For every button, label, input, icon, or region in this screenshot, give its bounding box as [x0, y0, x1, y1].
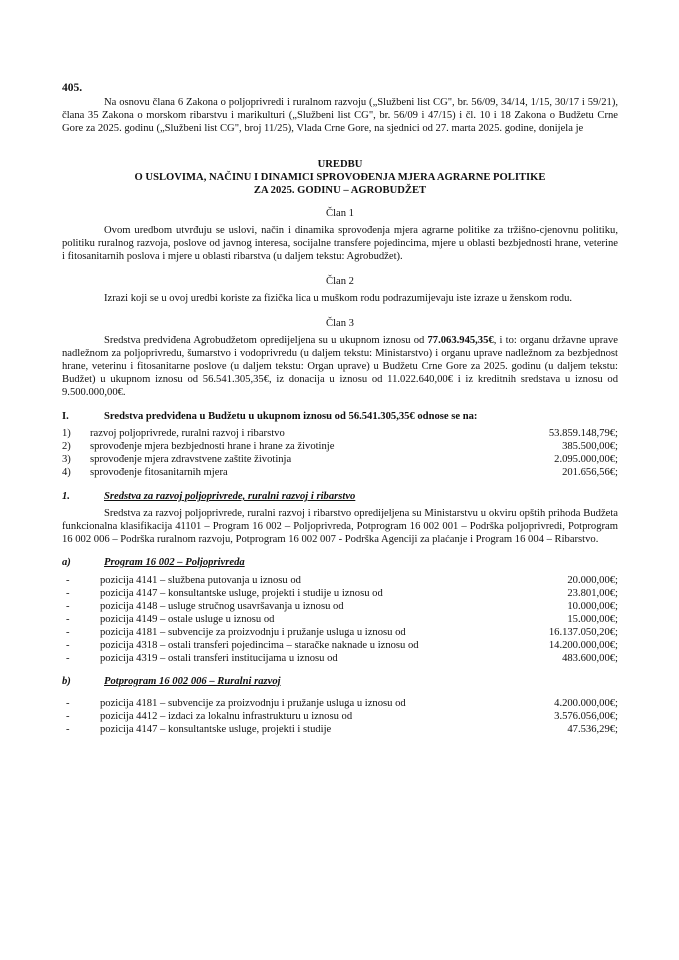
subsection-one-heading: [62, 490, 618, 503]
position-item: [62, 626, 618, 639]
title-line-3: ZA 2025. GODINU – AGROBUDŽET: [253, 185, 427, 196]
budget-item-amount: 201.656,56€;: [562, 467, 618, 478]
budget-item-amount: 53.859.148,79€;: [548, 428, 618, 439]
program-a-heading: [62, 556, 618, 569]
article-3-heading: Član 3: [326, 318, 354, 329]
section-one-heading: [62, 410, 618, 423]
position-item: [62, 587, 618, 600]
article-3-text: [62, 334, 618, 399]
position-item-amount: 23.801,00€;: [567, 588, 618, 599]
position-item: [62, 574, 618, 587]
position-item-dash: -: [66, 575, 70, 586]
section-one-list: [62, 427, 618, 479]
article-2-text: Izrazi koji se u ovoj uredbi koriste za fizička lica u muškom rodu podrazumijevaju iste izraze u ženskom rodu.: [104, 293, 573, 304]
position-item-text: pozicija 4181 – subvencije za proizvodnju i pružanje usluga u iznosu od: [100, 627, 406, 638]
position-item: [62, 639, 618, 652]
position-item-amount: 15.000,00€;: [567, 614, 618, 625]
budget-item-num: 3): [62, 454, 71, 465]
article-3-text-end: , i to: organu državne uprave nadležnom za poljoprivredu, šumarstvo i vodoprivredu (u daljem tekstu: Ministarstvo) i organu uprave nadležnom za bezbjednost hrane, veterinu i fitosanitarne poslove (u daljem tekstu: Organ uprave) u Budžetu Crne Gore za 2025. godinu (u daljem tekstu: Budžet) u ukupnom iznosu od 56.541.305,35€, iz donacija u iznosu od 11.022.640,00€ i iz kreditnih sredstava u iznosu od 9.500.000,00€.: [62, 335, 618, 398]
position-item-text: pozicija 4141 – službena putovanja u iznosu od: [100, 575, 301, 586]
position-item-dash: -: [66, 711, 70, 722]
subsection-one-text: Sredstva za razvoj poljoprivrede, ruralni razvoj i ribarstvo opredijeljena su Ministarstvu u okviru opštih prihoda Budžeta funkcionalna klasifikacija 41101 – Program 16 002 – Poljoprivreda, Potprogram 16 002 001 – Podrška poljoprivredi, Potprogram 16 002 006 – Podrška ruralnom razvoju, Potprogram 16 002 007 - Podrška Agenciji za plaćanje i Program 16 004 – Ribarstvo.: [62, 508, 618, 545]
position-item-text: pozicija 4149 – ostale usluge u iznosu od: [100, 614, 275, 625]
position-item-text: pozicija 4148 – usluge stručnog usavršavanja u iznosu od: [100, 601, 344, 612]
position-item: [62, 600, 618, 613]
article-3-text-start: Sredstva predviđena Agrobudžetom opredijeljena su u ukupnom iznosu od: [104, 335, 428, 346]
budget-item-num: 4): [62, 467, 71, 478]
position-item-dash: -: [66, 698, 70, 709]
position-item-dash: -: [66, 653, 70, 664]
section-one-numeral: I.: [62, 411, 69, 422]
position-item: [62, 697, 618, 710]
article-2-heading: Član 2: [326, 276, 354, 287]
position-item: [62, 710, 618, 723]
budget-item-num: 2): [62, 441, 71, 452]
position-item-dash: -: [66, 640, 70, 651]
title-line-1: UREDBU: [317, 159, 363, 170]
position-item-text: pozicija 4412 – izdaci za lokalnu infrastrukturu u iznosu od: [100, 711, 353, 722]
position-item: [62, 723, 618, 736]
position-item: [62, 613, 618, 626]
position-item-dash: -: [66, 614, 70, 625]
position-item-amount: 3.576.056,00€;: [554, 711, 618, 722]
position-item-amount: 14.200.000,00€;: [548, 640, 618, 651]
budget-item-amount: 385.500,00€;: [562, 441, 618, 452]
position-item-dash: -: [66, 724, 70, 735]
position-item-amount: 10.000,00€;: [567, 601, 618, 612]
budget-item-text: sprovođenje mjera bezbjednosti hrane i hrane za životinje: [90, 441, 335, 452]
budget-item-text: razvoj poljoprivrede, ruralni razvoj i ribarstvo: [90, 428, 285, 439]
position-item-amount: 47.536,29€;: [567, 724, 618, 735]
preamble: Na osnovu člana 6 Zakona o poljoprivredi i ruralnom razvoju („Službeni list CG", br. 56/09, 34/14, 1/15, 30/17 i 59/21), člana 35 Zakona o morskom ribarstvu i marikulturi („Službeni list CG", br. 56/09 i 47/15) i čl. 10 i 18 Zakona o Budžetu Crne Gore za 2025. godinu („Službeni list CG", broj 11/25), Vlada Crne Gore, na sjednici od 27. marta 2025. godine, donijela je: [62, 97, 618, 134]
program-b-list: [62, 697, 618, 736]
position-item-amount: 20.000,00€;: [567, 575, 618, 586]
document-page: [62, 82, 618, 736]
subsection-one-title: Sredstva za razvoj poljoprivrede, ruralni razvoj i ribarstvo: [104, 491, 356, 502]
position-item-amount: 16.137.050,20€;: [548, 627, 618, 638]
budget-item-num: 1): [62, 428, 71, 439]
position-item-dash: -: [66, 588, 70, 599]
budget-item: [62, 453, 618, 466]
position-item-text: pozicija 4147 – konsultantske usluge, projekti i studije: [100, 724, 332, 735]
program-a-title: Program 16 002 – Poljoprivreda: [104, 557, 245, 568]
program-a-list: [62, 574, 618, 665]
article-3-total-amount: 77.063.945,35€: [427, 335, 494, 346]
budget-item: [62, 440, 618, 453]
program-b-heading: [62, 675, 618, 688]
position-item-amount: 483.600,00€;: [562, 653, 618, 664]
position-item-text: pozicija 4147 – konsultantske usluge, projekti i studije u iznosu od: [100, 588, 383, 599]
article-1-heading: Član 1: [326, 208, 354, 219]
regulation-title: [62, 158, 618, 197]
budget-item-amount: 2.095.000,00€;: [554, 454, 618, 465]
program-a-label: a): [62, 557, 71, 568]
budget-item: [62, 466, 618, 479]
subsection-one-number: 1.: [62, 491, 70, 502]
position-item-text: pozicija 4318 – ostali transferi pojedincima – staračke naknade u iznosu od: [100, 640, 419, 651]
program-b-label: b): [62, 676, 71, 687]
budget-item-text: sprovođenje mjera zdravstvene zaštite životinja: [90, 454, 292, 465]
position-item-amount: 4.200.000,00€;: [554, 698, 618, 709]
section-one-title: Sredstva predviđena u Budžetu u ukupnom iznosu od 56.541.305,35€ odnose se na:: [104, 411, 478, 422]
position-item-text: pozicija 4319 – ostali transferi institucijama u iznosu od: [100, 653, 338, 664]
position-item-dash: -: [66, 601, 70, 612]
budget-item-text: sprovođenje fitosanitarnih mjera: [90, 467, 228, 478]
position-item-dash: -: [66, 627, 70, 638]
program-b-title: Potprogram 16 002 006 – Ruralni razvoj: [104, 676, 281, 687]
position-item: [62, 652, 618, 665]
budget-item: [62, 427, 618, 440]
document-number: 405.: [62, 82, 83, 94]
position-item-text: pozicija 4181 – subvencije za proizvodnju i pružanje usluga u iznosu od: [100, 698, 406, 709]
article-1-text: Ovom uredbom utvrđuju se uslovi, način i dinamika sprovođenja mjera agrarne politike za tržišno-cjenovnu politiku, politiku ruralnog razvoja, poslove od javnog interesa, socijalne transfere pojedincima, mjere u oblasti bezbjednosti hrane, veterine i fitosanitarnih poslova i mjere u oblasti ribarstva (u daljem tekstu: Agrobudžet).: [62, 225, 618, 262]
title-line-2: O USLOVIMA, NAČINU I DINAMICI SPROVOĐENJA MJERA AGRARNE POLITIKE: [134, 172, 546, 183]
